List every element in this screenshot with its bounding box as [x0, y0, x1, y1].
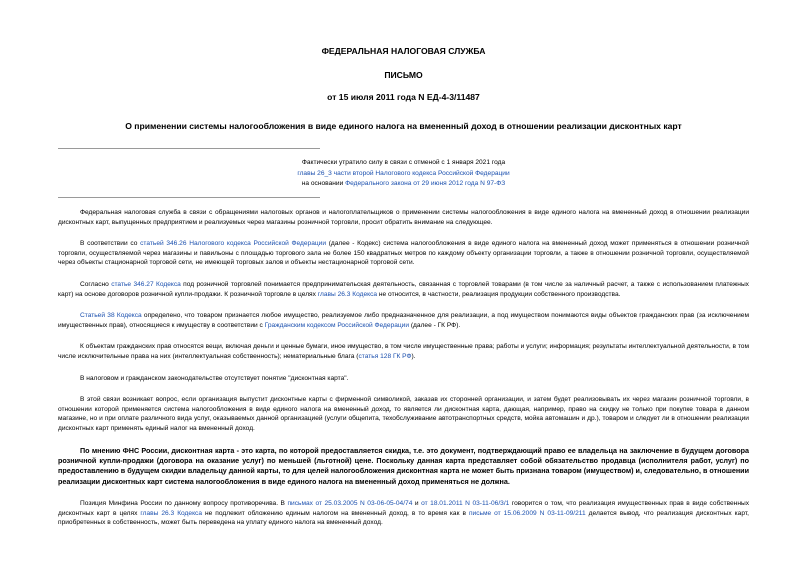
status-divider-bottom	[58, 197, 320, 198]
link-chapter-26-3-b[interactable]: главы 26.3 Кодекса	[140, 509, 202, 517]
paragraph-6: В налоговом и гражданском законодательстве отсутствует понятие "дисконтная карта".	[80, 374, 349, 382]
link-chapter-26-3[interactable]: главы 26.3 Кодекса	[317, 290, 378, 298]
link-article-346-26[interactable]: статьей 346.26 Налогового кодекса Российской Федерации	[140, 240, 327, 248]
paragraph-1: Федеральная налоговая служба в связи с обращениями налоговых органов и налогоплательщиков о применении системы налогообложения в виде единого налога на вмененный доход в отношении реализации дисконтных карт, выпущенных предприятием и реализуемых через магазины розничной торговли, просит обратить внимание на следующее.	[58, 209, 749, 226]
link-civil-code[interactable]: Гражданским кодексом Российской Федерации	[264, 321, 410, 329]
status-line-1: Фактически утратило силу в связи с отменой с 1 января 2021 года	[301, 159, 506, 166]
paragraph-3: Согласно статье 346.27 Кодекса под розничной торговлей понимается предпринимательская деятельность, связанная с торговлей товарами (в том числе за наличный расчет, а также с использованием платежных карт) на основе договоров розничной купли-продажи. К розничной торговле в целях главы 26.3 Кодекса не относится, в частности, реализация продукции собственного производства.	[58, 280, 749, 298]
paragraph-7: В этой связи возникает вопрос, если организация выпустит дисконтные карты с фирменной символикой, заказав их сторонней организации, и затем будет реализовывать их через магазин розничной торговли, в отношении которой применяется система налогообложения в виде единого налога на вмененный доход, то является ли дисконтная карта, дающая, например, право на скидку не только при покупке товара в данном магазине, но и при оплате различного вида услуг, оказываемых данной организацией (услуги общепита, техобслуживание автотранспортных средств, мойка автомашин и др.), товаром и следует ли в отношении реализации дисконтных карт применять единый налог на вмененный доход.	[58, 396, 749, 432]
link-letter-2011[interactable]: от 18.01.2011 N 03-11-06/3/1	[421, 500, 510, 508]
status-note	[0, 158, 807, 190]
paragraph-8-fns-opinion: По мнению ФНС России, дисконтная карта - это карта, по которой предоставляется скидка, т.е. это документ, подтверждающий право ее владельца на заключение в будущем договора розничной купли-продажи (договора на оказание услуг) по меньшей (льготной) цене. Поскольку данная карта представляет собой обязательство продавца (исполнителя работ, услуг) по предоставлению в будущем скидки владельцу данной карты, то для целей налогообложения дисконтная карта не может быть признана товаром (имуществом) и, следовательно, в отношении реализации дисконтных карт система налогообложения в виде единого налога на вмененный доход применяться не должна.	[58, 445, 749, 486]
link-letter-2005[interactable]: письмах от 25.03.2005 N 03-06-05-04/74	[287, 500, 413, 508]
link-article-346-27[interactable]: статье 346.27 Кодекса	[111, 280, 181, 288]
link-letter-2009[interactable]: письме от 15.06.2009 N 03-11-09/211	[468, 509, 586, 517]
agency-name: ФЕДЕРАЛЬНАЯ НАЛОГОВАЯ СЛУЖБА	[321, 46, 486, 56]
document-title: О применении системы налогообложения в виде единого налога на вмененный доход в отношении реализации дисконтных карт	[125, 121, 682, 131]
status-divider-top	[58, 148, 320, 149]
paragraph-5: К объектам гражданских прав относятся вещи, включая деньги и ценные бумаги, иное имущество, в том числе имущественные права; работы и услуги; информация; результаты интеллектуальной деятельности, в том числе исключительные права на них (интеллектуальная собственность); нематериальные блага (статья 128 ГК РФ).	[58, 343, 749, 360]
status-line-3: на основании Федерального закона от 29 июня 2012 года N 97-ФЗ	[301, 180, 506, 187]
status-link-chapter[interactable]: главы 26_3 части второй Налогового кодекса Российской Федерации	[297, 169, 510, 177]
paragraph-4: Статьей 38 Кодекса определено, что товаром признается любое имущество, реализуемое либо предназначенное для реализации, а под имуществом понимаются виды объектов гражданских прав (за исключением имущественных прав), относящиеся к имуществу в соответствии с Гражданским кодексом Российской Федерации (далее - ГК РФ).	[58, 312, 749, 329]
paragraph-9: Позиция Минфина России по данному вопросу противоречива. В письмах от 25.03.2005 N 03-06-05-04/74 и от 18.01.2011 N 03-11-06/3/1 говорится о том, что реализация имущественных прав в виде собственных дисконтных карт в целях главы 26.3 Кодекса не подлежит обложению единым налогом на вмененный доход, в то время как в письме от 15.06.2009 N 03-11-09/211 делается вывод, что реализация дисконтных карт, приобретенных в собственность, может быть переведена на уплату единого налога на вмененный доход.	[58, 500, 749, 527]
link-article-128[interactable]: статья 128 ГК РФ	[358, 352, 412, 360]
paragraph-2: В соответствии со статьей 346.26 Налогового кодекса Российской Федерации (далее - Кодекс) система налогообложения в виде единого налога на вмененный доход может применяться в отношении розничной торговли, осуществляемой через магазины и павильоны с площадью торгового зала не более 150 квадратных метров по каждому объекту организации торговли, а также в отношении розничной торговли, осуществляемой через объекты стационарной торговой сети, не имеющей торговых залов и объекты нестационарной торговой сети.	[58, 240, 749, 267]
status-link-federal-law[interactable]: Федерального закона от 29 июня 2012 года N 97-ФЗ	[345, 180, 506, 187]
document-type: ПИСЬМО	[384, 70, 423, 80]
document-date-number: от 15 июля 2011 года N ЕД-4-3/11487	[327, 92, 480, 102]
link-article-38[interactable]: Статьей 38 Кодекса	[80, 312, 142, 320]
document-body	[58, 208, 749, 540]
